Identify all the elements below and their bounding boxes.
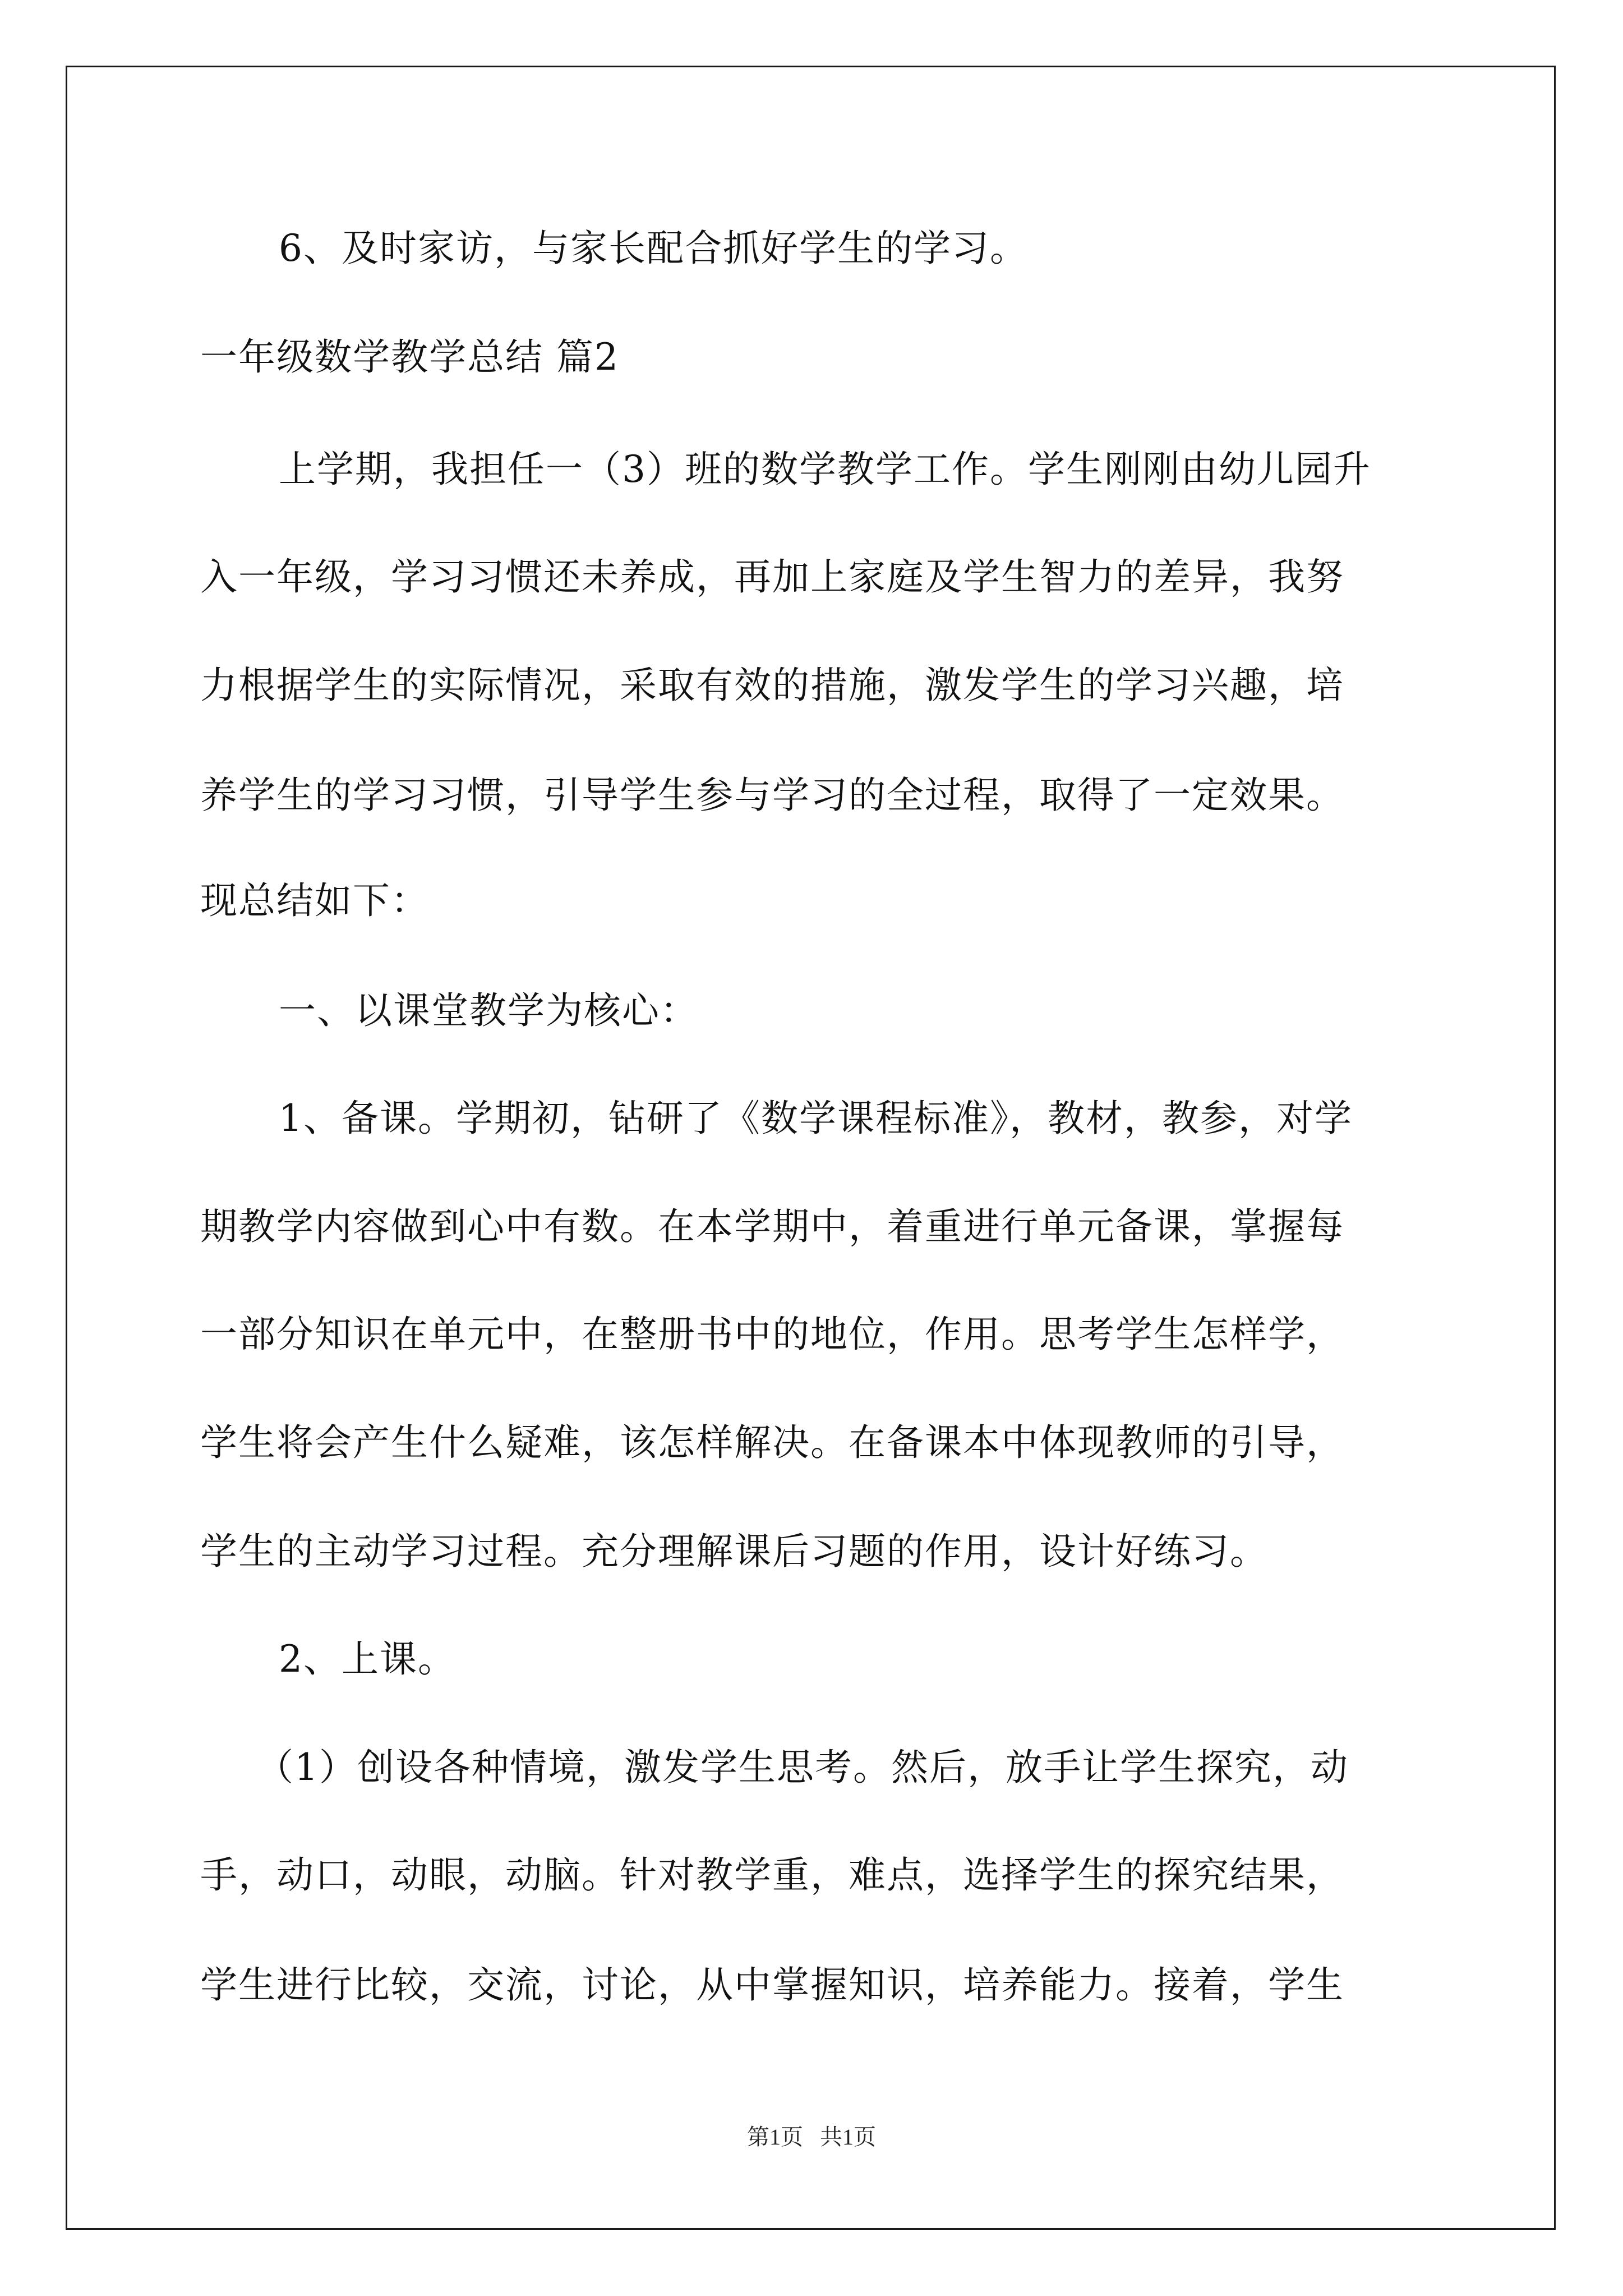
paragraph-line: 2、上课。	[279, 1637, 456, 1681]
page-footer: 第1页 共1页	[747, 2124, 876, 2150]
paragraph-line: 现总结如下：	[200, 879, 429, 922]
paragraph-line: 入一年级，学习习惯还未养成，再加上家庭及学生智力的差异，我努	[200, 555, 1344, 599]
paragraph-line: 学生将会产生什么疑难，该怎样解决。在备课本中体现教师的引导，	[200, 1421, 1344, 1464]
paragraph-line: 6、及时家访，与家长配合抓好学生的学习。	[279, 227, 1028, 270]
subheading-line: 一、以课堂教学为核心：	[279, 989, 698, 1032]
paragraph-line: 期教学内容做到心中有数。在本学期中，着重进行单元备课，掌握每	[200, 1205, 1344, 1248]
page-border	[66, 66, 1556, 2230]
section-heading: 一年级数学教学总结 篇2	[200, 335, 619, 379]
paragraph-line: 学生进行比较，交流，讨论，从中掌握知识，培养能力。接着，学生	[200, 1963, 1344, 2007]
paragraph-line: 一部分知识在单元中，在整册书中的地位，作用。思考学生怎样学，	[200, 1313, 1344, 1356]
paragraph-line: 上学期，我担任一（3）班的数学教学工作。学生刚刚由幼儿园升	[279, 448, 1371, 491]
paragraph-line: 学生的主动学习过程。充分理解课后习题的作用，设计好练习。	[200, 1530, 1268, 1573]
paragraph-line: （1）创设各种情境，激发学生思考。然后，放手让学生探究，动	[256, 1746, 1349, 1789]
paragraph-line: 手，动口，动眼，动脑。针对教学重，难点，选择学生的探究结果，	[200, 1853, 1344, 1897]
paragraph-line: 养学生的学习习惯，引导学生参与学习的全过程，取得了一定效果。	[200, 774, 1344, 817]
paragraph-line: 力根据学生的实际情况，采取有效的措施，激发学生的学习兴趣，培	[200, 664, 1344, 707]
paragraph-line: 1、备课。学期初，钻研了《数学课程标准》，教材，教参，对学	[279, 1097, 1353, 1140]
